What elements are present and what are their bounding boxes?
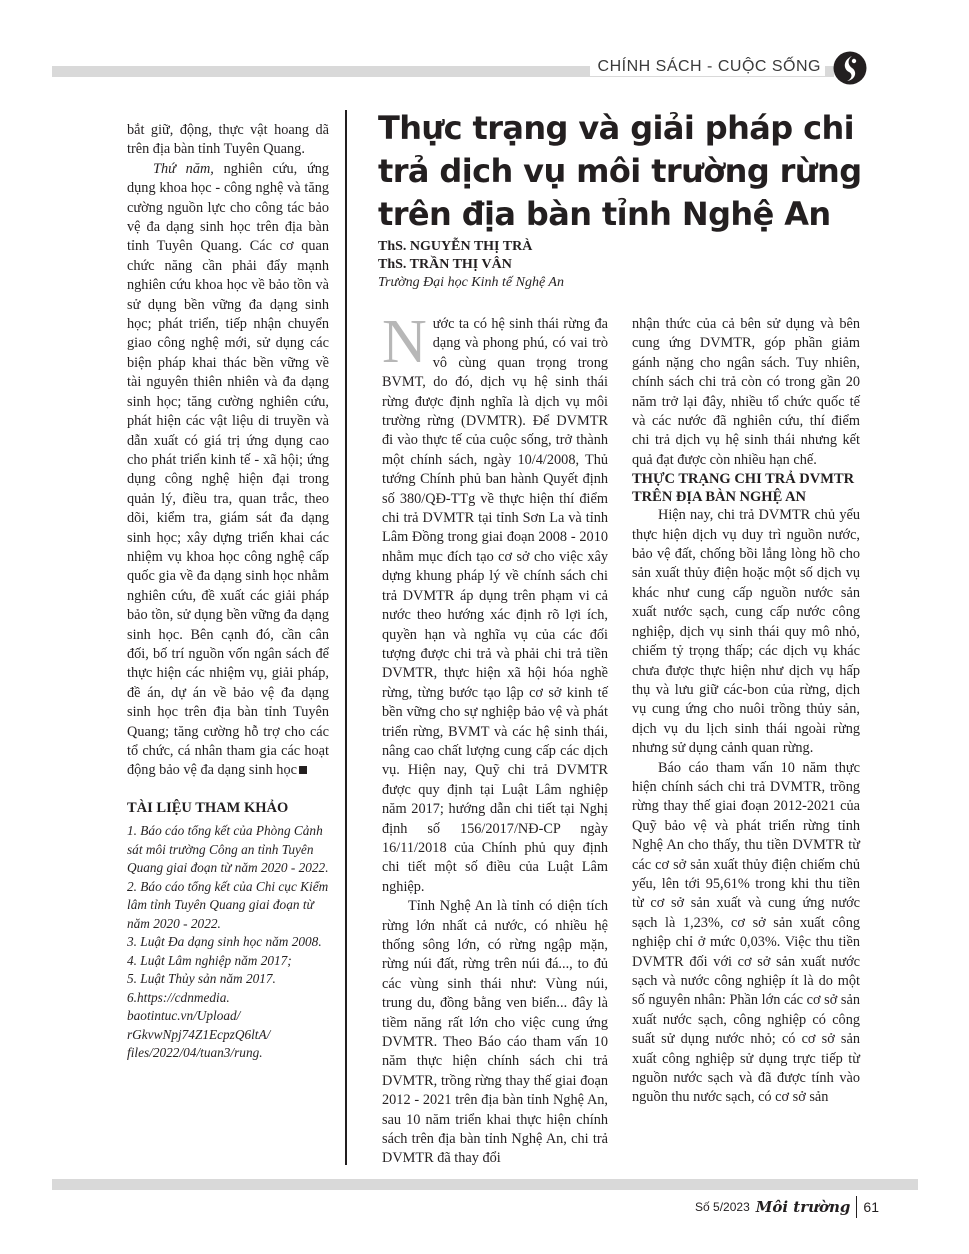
references-title: TÀI LIỆU THAM KHẢO [127, 799, 289, 816]
author-affiliation: Trường Đại học Kinh tế Nghệ An [378, 275, 564, 290]
paragraph: bắt giữ, động, thực vật hoang dã trên địa bàn tỉnh Tuyên Quang. [127, 122, 329, 158]
paragraph [382, 308, 608, 897]
author-name: ThS. TRẦN THỊ VÂN [378, 257, 512, 272]
footer-bar [52, 1179, 918, 1190]
paragraph [127, 160, 329, 781]
author-block [378, 238, 564, 292]
reference-item: 5. Luật Thủy sản năm 2017. [127, 971, 276, 987]
reference-item: 1. Báo cáo tổng kết của Phòng Cảnh sát môi trường Công an tỉnh Tuyên Quang giai đoạn từ năm 2020 - 2022. [127, 823, 329, 876]
column-divider [345, 110, 347, 1165]
drop-cap: N [382, 308, 427, 376]
reference-item: 4. Luật Lâm nghiệp năm 2017; [127, 952, 292, 968]
section-heading: THỰC TRẠNG CHI TRẢ DVMTR TRÊN ĐỊA BÀN NGHỆ AN [632, 471, 855, 506]
reference-item: 2. Báo cáo tổng kết của Chi cục Kiểm lâm tỉnh Tuyên Quang giai đoạn từ năm 2020 - 2022. [127, 878, 329, 931]
footer-divider [856, 1196, 857, 1218]
reference-item: 6.https://cdnmedia. baotintuc.vn/Upload/ rGkvwNpj74Z1EcpzQ6ltA/ files/2022/04/tuan3/rung. [127, 989, 271, 1061]
paragraph-text: nghiên cứu, ứng dụng khoa học - công nghệ và tăng cường nguồn lực cho công tác bảo vệ đa dạng sinh học trên địa bàn tỉnh Tuyên Quang. Các cơ quan chức năng cần phải đẩy mạnh nghiên cứu khoa học về bảo tồn và sử dụng bền vững đa dạng sinh học; phát triển, tiếp nhận chuyển giao công nghệ mới, sử dụng các biện pháp khai thác bền vững về tài nguyên thiên nhiên và đa dạng sinh học; tăng cường nghiên cứu, phát hiện các vật liệu di truyền và dẫn xuất có giá trị ứng dụng cao cho phát triển kinh tế - xã hội; ứng dụng công nghệ hiện đại trong quản lý, điều tra, quan trắc, theo dõi, kiểm tra, giám sát đa dạng sinh học; xây dựng triển khai các nhiệm vụ khoa học công nghệ cấp quốc gia về đa dạng sinh học nhằm nghiên cứu, đề xuất các giải pháp bảo tồn, sử dụng bền vững đa dạng sinh học. Bên cạnh đó, cần cân đối, bố trí nguồn vốn ngân sách để thực hiện các nhiệm vụ, giải pháp, đề án, dự án về bảo vệ đa dạng sinh học trên địa bàn tỉnh Tuyên Quang; tăng cường hỗ trợ cho các tổ chức, cá nhân tham gia các hoạt động bảo vệ đa dạng sinh học [127, 160, 329, 779]
middle-column [382, 308, 608, 1169]
paragraph: nhận thức của cả bên sử dụng và bên cung ứng DVMTR, góp phần giảm gánh nặng cho ngân sách. Tuy nhiên, chính sách chi trả còn có trong gần 20 năm trở lại đây, nhiều tổ chức quốc tế và các nước đã nghiên cứu, thí điểm chi trả dịch vụ hệ sinh thái nhưng kết quả đạt được còn nhiều hạn chế. [632, 316, 860, 468]
magazine-logo-icon [833, 51, 867, 85]
end-mark-icon [299, 766, 307, 774]
paragraph: Báo cáo tham vấn 10 năm thực hiện chính sách chi trả DVMTR, trồng rừng thay thế giai đoạn 2012-2021 của Quỹ bảo vệ và phát triển rừng tỉnh Nghệ An cho thấy, thu tiền DVMTR từ các cơ sở sản xuất thủy điện chiếm chủ yếu, lên tới 95,61% trong khi thu tiền từ cơ sở sản xuất và cung ứng nước sạch là 1,23%, cơ sở sản xuất công nghiệp chỉ ở mức 0,03%. Việc thu tiền DVMTR đối với cơ sở sản xuất nước sạch và nước công nghiệp ít là do một số nguyên nhân: Phần lớn các cơ sở sản xuất nước sạch, công nghiệp có công suất sử dụng nước nhỏ; có cơ sở sản xuất công nghiệp sử dụng trực tiếp từ nguồn nước sạch và đã được tính vào nguồn thu nước sạch, có cơ sở sản [632, 759, 860, 1106]
lead-phrase: Thứ năm, [153, 160, 214, 177]
paragraph: Hiện nay, chi trả DVMTR chủ yếu thực hiện dịch vụ duy trì nguồn nước, bảo vệ đất, chống bồi lắng lòng hồ cho sản xuất thủy điện hoặc một số dịch vụ khác như cung cấp nguồn nước sản xuất nước sạch, cung cấp nước công nghiệp, dịch vụ sinh thái quy mô nhỏ, chiếm tỷ trọng thấp; các dịch vụ khác chưa được thực hiện như dịch vụ hấp thụ và lưu giữ các-bon của rừng, dịch vụ cung ứng cho nuôi trồng thủy sản, dịch vụ du lịch sinh thái ngoài rừng nhưng sử dụng cảnh quan rừng. [632, 507, 860, 757]
left-column [127, 121, 329, 1063]
section-label: CHÍNH SÁCH - CUỘC SỐNG [590, 58, 825, 76]
issue-number: Số 5/2023 [695, 1200, 750, 1214]
article-title: Thực trạng và giải pháp chi trả dịch vụ môi trường rừng trên địa bàn tỉnh Nghệ An [378, 109, 862, 233]
paragraph-text: ước ta có hệ sinh thái rừng đa dạng và phong phú, có vai trò vô cùng quan trọng trong BVMT, do đó, dịch vụ hệ sinh thái rừng được định nghĩa là dịch vụ môi trường rừng (DVMTR). Để DVMTR đi vào thực tế của cuộc sống, trở thành một chính sách, ngày 10/4/2008, Thủ tướng Chính phủ ban hành Quyết định số 380/QĐ-TTg về thực hiện thí điểm chi trả DVMTR tại tỉnh Sơn La và tỉnh Lâm Đồng trong giai đoạn 2008 - 2010 nhằm mục đích tạo cơ sở cho việc xây dựng khung pháp lý về chính sách chi trả DVMTR áp dụng trên phạm vi cả nước theo hướng xác định rõ lợi ích, quyền hạn và nghĩa vụ của các đối tượng được chi trả và phải chi trả tiền DVMTR, thực hiện xã hội hóa nghề rừng, từng bước tạo lập cơ sở kinh tế bền vững cho sự nghiệp bảo vệ và phát triển rừng, BVMT và các hệ sinh thái, nâng cao chất lượng cung cấp các dịch vụ. Hiện nay, Quỹ chi trả DVMTR được quy định tại Luật Lâm nghiệp năm 2017; hướng dẫn chi tiết tại Nghị định số 156/2017/NĐ-CP ngày 16/11/2018 của Chính phủ quy định chi tiết một số điều của Luật Lâm nghiệp. [382, 316, 608, 895]
page-footer [695, 1196, 879, 1218]
paragraph: Tỉnh Nghệ An là tỉnh có diện tích rừng lớn nhất cả nước, có nhiều hệ thống sông lớn, có rừng ngập mặn, rừng núi đất, rừng trên núi đá..., to đủ các vùng sinh thái như: Vùng núi, trung du, đồng bằng ven biển... đây là tiềm năng rất lớn cho việc cung ứng DVMTR. Theo Báo cáo tham vấn 10 năm thực hiện chính sách chi trả DVMTR, trồng rừng thay thế giai đoạn 2012 - 2021 trên địa bàn tỉnh Nghệ An, sau 10 năm triển khai thực hiện chính sách trên địa bàn tỉnh Nghệ An, chi trả DVMTR đã thay đổi [382, 898, 608, 1167]
right-column [632, 315, 860, 1108]
author-name: ThS. NGUYỄN THỊ TRÀ [378, 239, 533, 254]
page-number: 61 [863, 1199, 879, 1215]
magazine-name: Môi trường [755, 1198, 851, 1216]
reference-item: 3. Luật Đa dạng sinh học năm 2008. [127, 934, 322, 950]
